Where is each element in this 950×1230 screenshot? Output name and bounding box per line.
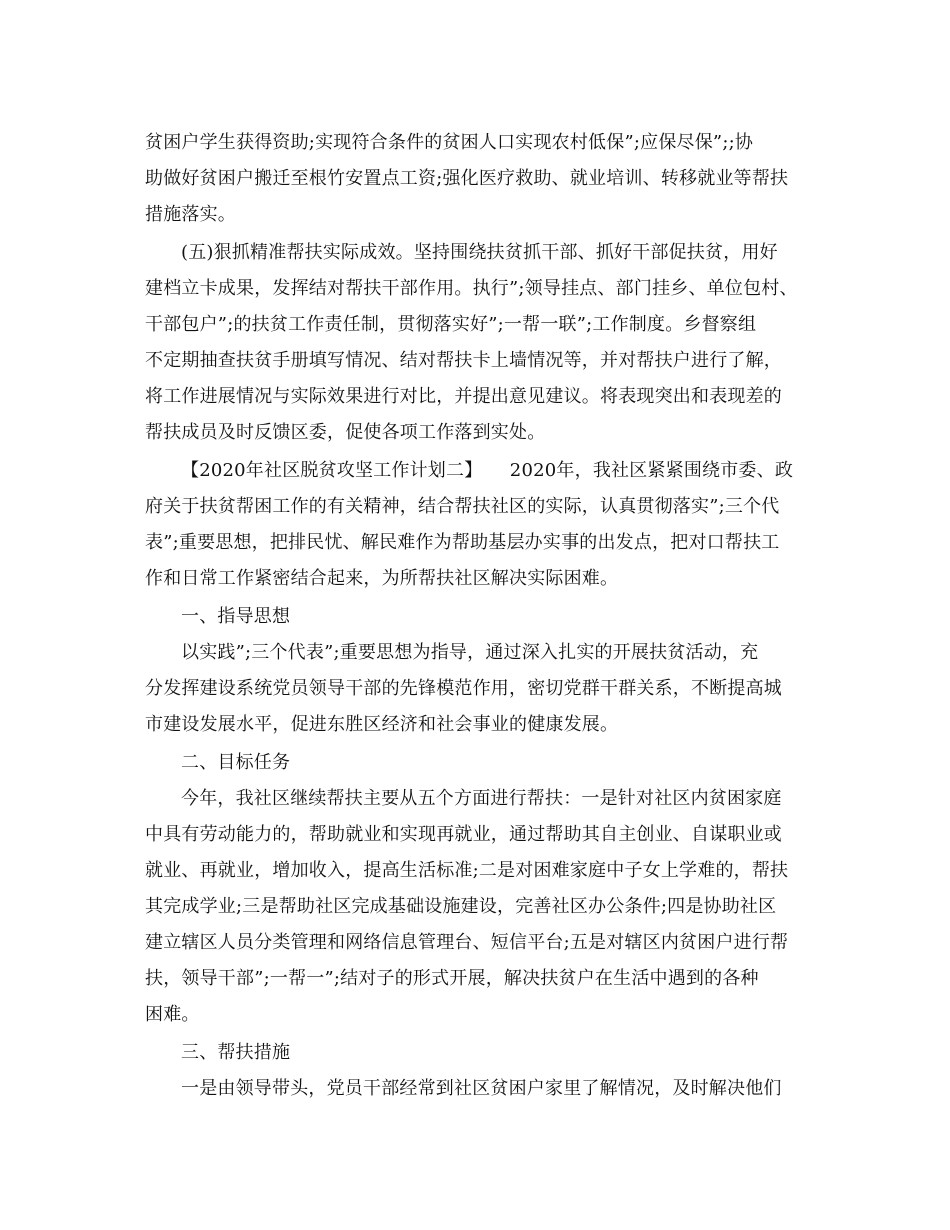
section-heading: 三、帮扶措施 xyxy=(181,1042,291,1063)
paragraph-line: 中具有劳动能力的，帮助就业和实现再就业，通过帮助其自主创业、自谋职业或 xyxy=(145,824,782,845)
paragraph-line: 作和日常工作紧密结合起来，为所帮扶社区解决实际困难。 xyxy=(145,568,619,589)
paragraph-line: 助做好贫困户搬迁至根竹安置点工资;强化医疗救助、就业培训、转移就业等帮扶 xyxy=(145,168,789,189)
paragraph-line: 困难。 xyxy=(145,1004,200,1025)
paragraph-line: 将工作进展情况与实际效果进行对比，并提出意见建议。将表现突出和表现差的 xyxy=(145,386,782,407)
paragraph-line: 帮扶成员及时反馈区委，促使各项工作落到实处。 xyxy=(145,422,546,443)
section-heading: 二、目标任务 xyxy=(181,752,291,773)
paragraph-line: 【2020年社区脱贫攻坚工作计划二】 2020年，我社区紧紧围绕市委、政 xyxy=(181,460,794,481)
paragraph-line: 扶，领导干部”;一帮一”;结对子的形式开展，解决扶贫户在生活中遇到的各种 xyxy=(145,968,759,989)
paragraph-line: 措施落实。 xyxy=(145,204,236,225)
paragraph-line: 以实践”;三个代表”;重要思想为指导，通过深入扎实的开展扶贫活动，充 xyxy=(181,642,759,663)
paragraph-line: 建档立卡成果，发挥结对帮扶干部作用。执行”;领导挂点、部门挂乡、单位包村、 xyxy=(145,278,798,299)
paragraph-line: 府关于扶贫帮困工作的有关精神，结合帮扶社区的实际，认真贯彻落实”;三个代 xyxy=(145,496,780,517)
paragraph-line: 今年，我社区继续帮扶主要从五个方面进行帮扶：一是针对社区内贫困家庭 xyxy=(181,788,782,809)
paragraph-line: 不定期抽查扶贫手册填写情况、结对帮扶卡上墙情况等，并对帮扶户进行了解， xyxy=(145,350,782,371)
paragraph-line: 其完成学业;三是帮助社区完成基础设施建设，完善社区办公条件;四是协助社区 xyxy=(145,896,777,917)
paragraph-line: 市建设发展水平，促进东胜区经济和社会事业的健康发展。 xyxy=(145,714,619,735)
paragraph-line: (五)狠抓精准帮扶实际成效。坚持围绕扶贫抓干部、抓好干部促扶贫，用好 xyxy=(181,242,778,263)
paragraph-line: 建立辖区人员分类管理和网络信息管理台、短信平台;五是对辖区内贫困户进行帮 xyxy=(145,932,789,953)
paragraph-line: 就业、再就业，增加收入，提高生活标准;二是对困难家庭中子女上学难的，帮扶 xyxy=(145,860,789,881)
paragraph-line: 贫困户学生获得资助;实现符合条件的贫困人口实现农村低保”;应保尽保”;;协 xyxy=(145,132,754,153)
paragraph-line: 表”;重要思想，把排民忧、解民难作为帮助基层办实事的出发点，把对口帮扶工 xyxy=(145,532,780,553)
paragraph-line: 干部包户”;的扶贫工作责任制，贯彻落实好”;一帮一联”;工作制度。乡督察组 xyxy=(145,314,757,335)
paragraph-line: 分发挥建设系统党员领导干部的先锋模范作用，密切党群干群关系，不断提高城 xyxy=(145,678,782,699)
section-heading: 一、指导思想 xyxy=(181,606,291,627)
paragraph-line: 一是由领导带头，党员干部经常到社区贫困户家里了解情况，及时解决他们 xyxy=(181,1078,782,1099)
